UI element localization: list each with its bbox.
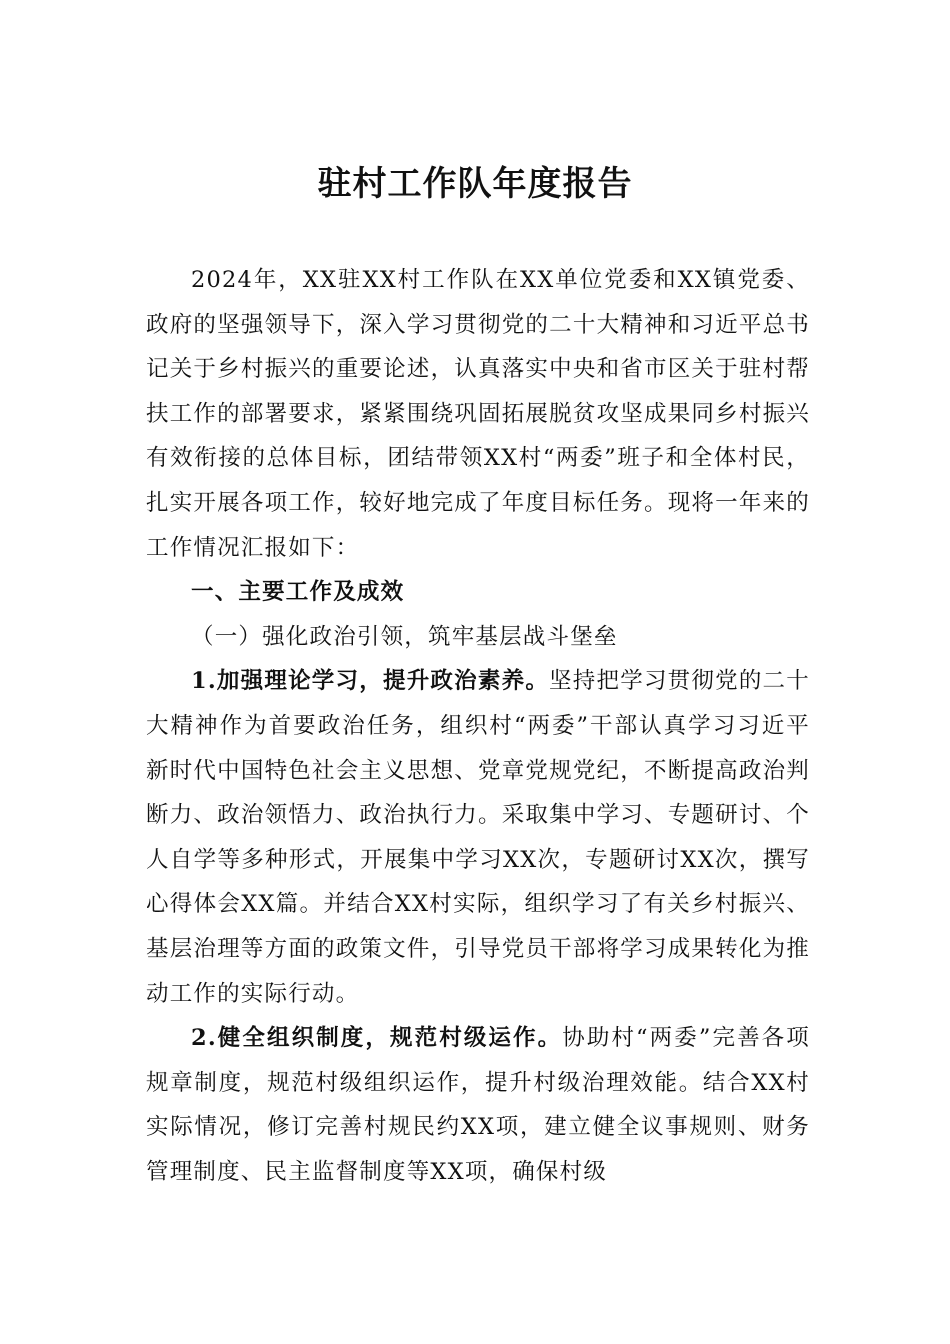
item-text: 协助村“两委”完善各项规章制度，规范村级组织运作，提升村级治理效能。结合XX村实际情况，修订完善村规民约XX项，建立健全议事规则、财务管理制度、民主监督制度等XX项，确保村级 — [146, 1025, 810, 1185]
subsection-heading: （一）强化政治引领，筑牢基层战斗堡垒 — [191, 623, 618, 650]
section-heading: 一、主要工作及成效 — [191, 579, 405, 606]
item-lead: 1.加强理论学习，提升政治素养。 — [191, 668, 550, 695]
item-paragraph-1 — [146, 659, 810, 1016]
document-body — [146, 258, 810, 1194]
item-lead: 2.健全组织制度，规范村级运作。 — [191, 1025, 563, 1052]
intro-paragraph: 2024年，XX驻XX村工作队在XX单位党委和XX镇党委、政府的坚强领导下，深入学习贯彻党的二十大精神和习近平总书记关于乡村振兴的重要论述，认真落实中央和省市区关于驻村帮扶工作的部署要求，紧紧围绕巩固拓展脱贫攻坚成果同乡村振兴有效衔接的总体目标，团结带领XX村“两委”班子和全体村民，扎实开展各项工作，较好地完成了年度目标任务。现将一年来的工作情况汇报如下： — [146, 267, 810, 561]
document-title: 驻村工作队年度报告 — [317, 164, 633, 204]
item-text: 坚持把学习贯彻党的二十大精神作为首要政治任务，组织村“两委”干部认真学习习近平新时代中国特色社会主义思想、党章党规党纪，不断提高政治判断力、政治领悟力、政治执行力。采取集中学习、专题研讨、个人自学等多种形式，开展集中学习XX次，专题研讨XX次，撰写心得体会XX篇。并结合XX村实际，组织学习了有关乡村振兴、基层治理等方面的政策文件，引导党员干部将学习成果转化为推动工作的实际行动。 — [146, 668, 810, 1007]
item-paragraph-2 — [146, 1016, 810, 1194]
